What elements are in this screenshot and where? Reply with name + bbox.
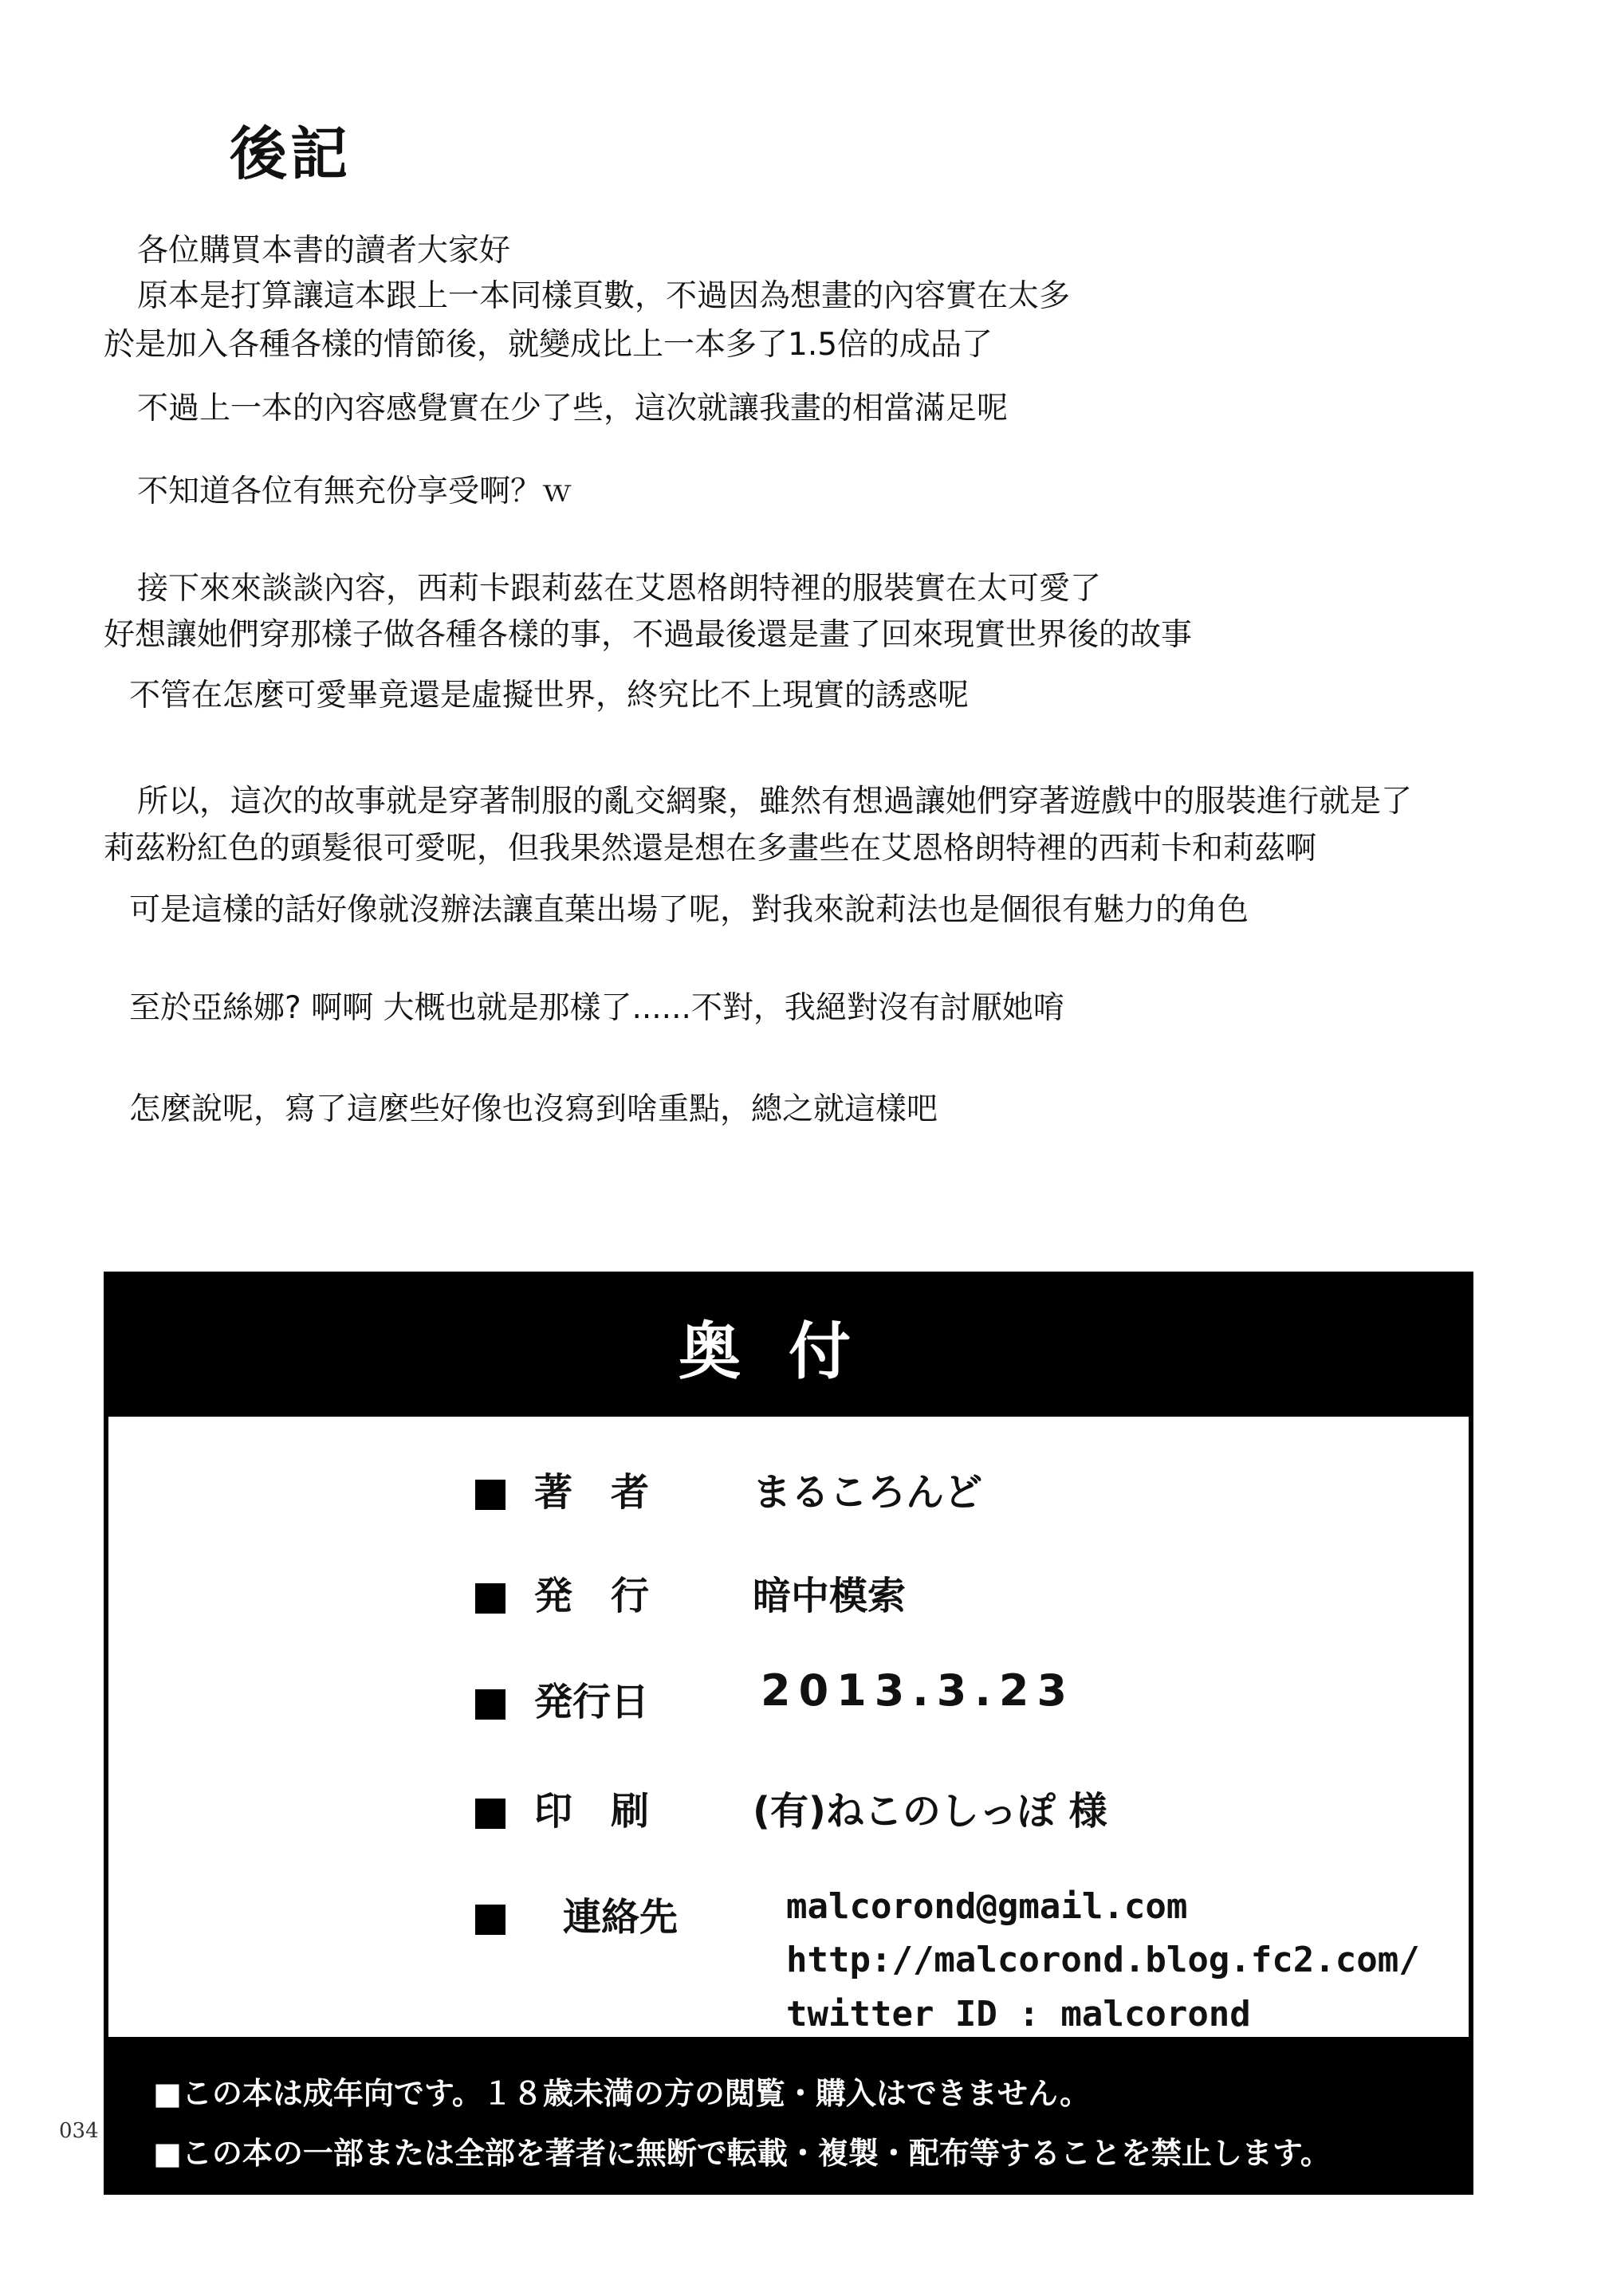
afterword-title: 後記 xyxy=(230,120,352,187)
date-value: 2013.3.23 xyxy=(761,1665,1076,1716)
afterword-line: 至於亞絲娜? 啊啊 大概也就是那樣了......不對，我絕對沒有討厭她唷 xyxy=(129,990,1064,1026)
publisher-label: 発 行 xyxy=(534,1574,650,1618)
square-bullet-icon xyxy=(475,1583,505,1614)
afterword-line: 接下來來談談內容，西莉卡跟莉茲在艾恩格朗特裡的服裝實在太可愛了 xyxy=(137,571,1102,607)
printer-row xyxy=(475,1780,649,1835)
afterword-line: 可是這樣的話好像就沒辦法讓直葉出場了呢，對我來說莉法也是個很有魅力的角色 xyxy=(129,892,1249,928)
colophon-header: 奥付 xyxy=(108,1276,1469,1417)
contact-email: malcorond@gmail.com xyxy=(786,1886,1188,1927)
page-number: 034 xyxy=(59,2119,99,2143)
age-notice: ■この本は成年向です。１８歳未満の方の閲覧・購入はできません。 xyxy=(153,2076,1091,2111)
afterword-line: 不管在怎麼可愛畢竟還是虛擬世界，終究比不上現實的誘惑呢 xyxy=(129,678,970,714)
afterword-line: 不過上一本的內容感覺實在少了些，這次就讓我畫的相當滿足呢 xyxy=(137,391,1009,427)
copyright-notice: ■この本の一部または全部を著者に無断で転載・複製・配布等することを禁止します。 xyxy=(153,2136,1331,2171)
date-row xyxy=(475,1671,649,1726)
afterword-line: 所以，這次的故事就是穿著制服的亂交網聚，雖然有想過讓她們穿著遊戲中的服裝進行就是了 xyxy=(137,784,1413,820)
contact-twitter: twitter ID : malcorond xyxy=(786,1994,1251,2035)
square-bullet-icon xyxy=(475,1689,505,1720)
notice-band xyxy=(108,2037,1469,2190)
printer-value: (有)ねこのしっぽ 様 xyxy=(753,1789,1107,1834)
contact-row xyxy=(475,1886,678,1941)
afterword-line: 於是加入各種各樣的情節後，就變成比上一本多了1.5倍的成品了 xyxy=(104,327,993,363)
printer-label: 印 刷 xyxy=(534,1789,650,1834)
author-value: まるころんど xyxy=(753,1470,983,1515)
colophon-box xyxy=(104,1272,1473,2195)
publisher-value: 暗中模索 xyxy=(753,1574,907,1618)
afterword-line: 不知道各位有無充份享受啊？ｗ xyxy=(137,474,573,509)
square-bullet-icon xyxy=(475,1905,505,1935)
afterword-line: 莉茲粉紅色的頭髮很可愛呢，但我果然還是想在多畫些在艾恩格朗特裡的西莉卡和莉茲啊 xyxy=(104,831,1317,867)
afterword-line: 好想讓她們穿那樣子做各種各樣的事，不過最後還是畫了回來現實世界後的故事 xyxy=(104,617,1193,653)
author-label: 著 者 xyxy=(534,1470,650,1515)
contact-url: http://malcorond.blog.fc2.com/ xyxy=(786,1940,1420,1980)
date-label: 発行日 xyxy=(534,1680,650,1724)
author-row xyxy=(475,1461,649,1516)
afterword-line: 原本是打算讓這本跟上一本同樣頁數，不過因為想畫的內容實在太多 xyxy=(137,278,1071,314)
square-bullet-icon xyxy=(475,1480,505,1510)
square-bullet-icon xyxy=(475,1799,505,1829)
afterword-line: 各位購買本書的讀者大家好 xyxy=(137,233,511,269)
contact-label: 連絡先 xyxy=(563,1895,679,1940)
afterword-line: 怎麼說呢，寫了這麼些好像也沒寫到啥重點，總之就這樣吧 xyxy=(129,1091,938,1127)
publisher-row xyxy=(475,1565,649,1620)
